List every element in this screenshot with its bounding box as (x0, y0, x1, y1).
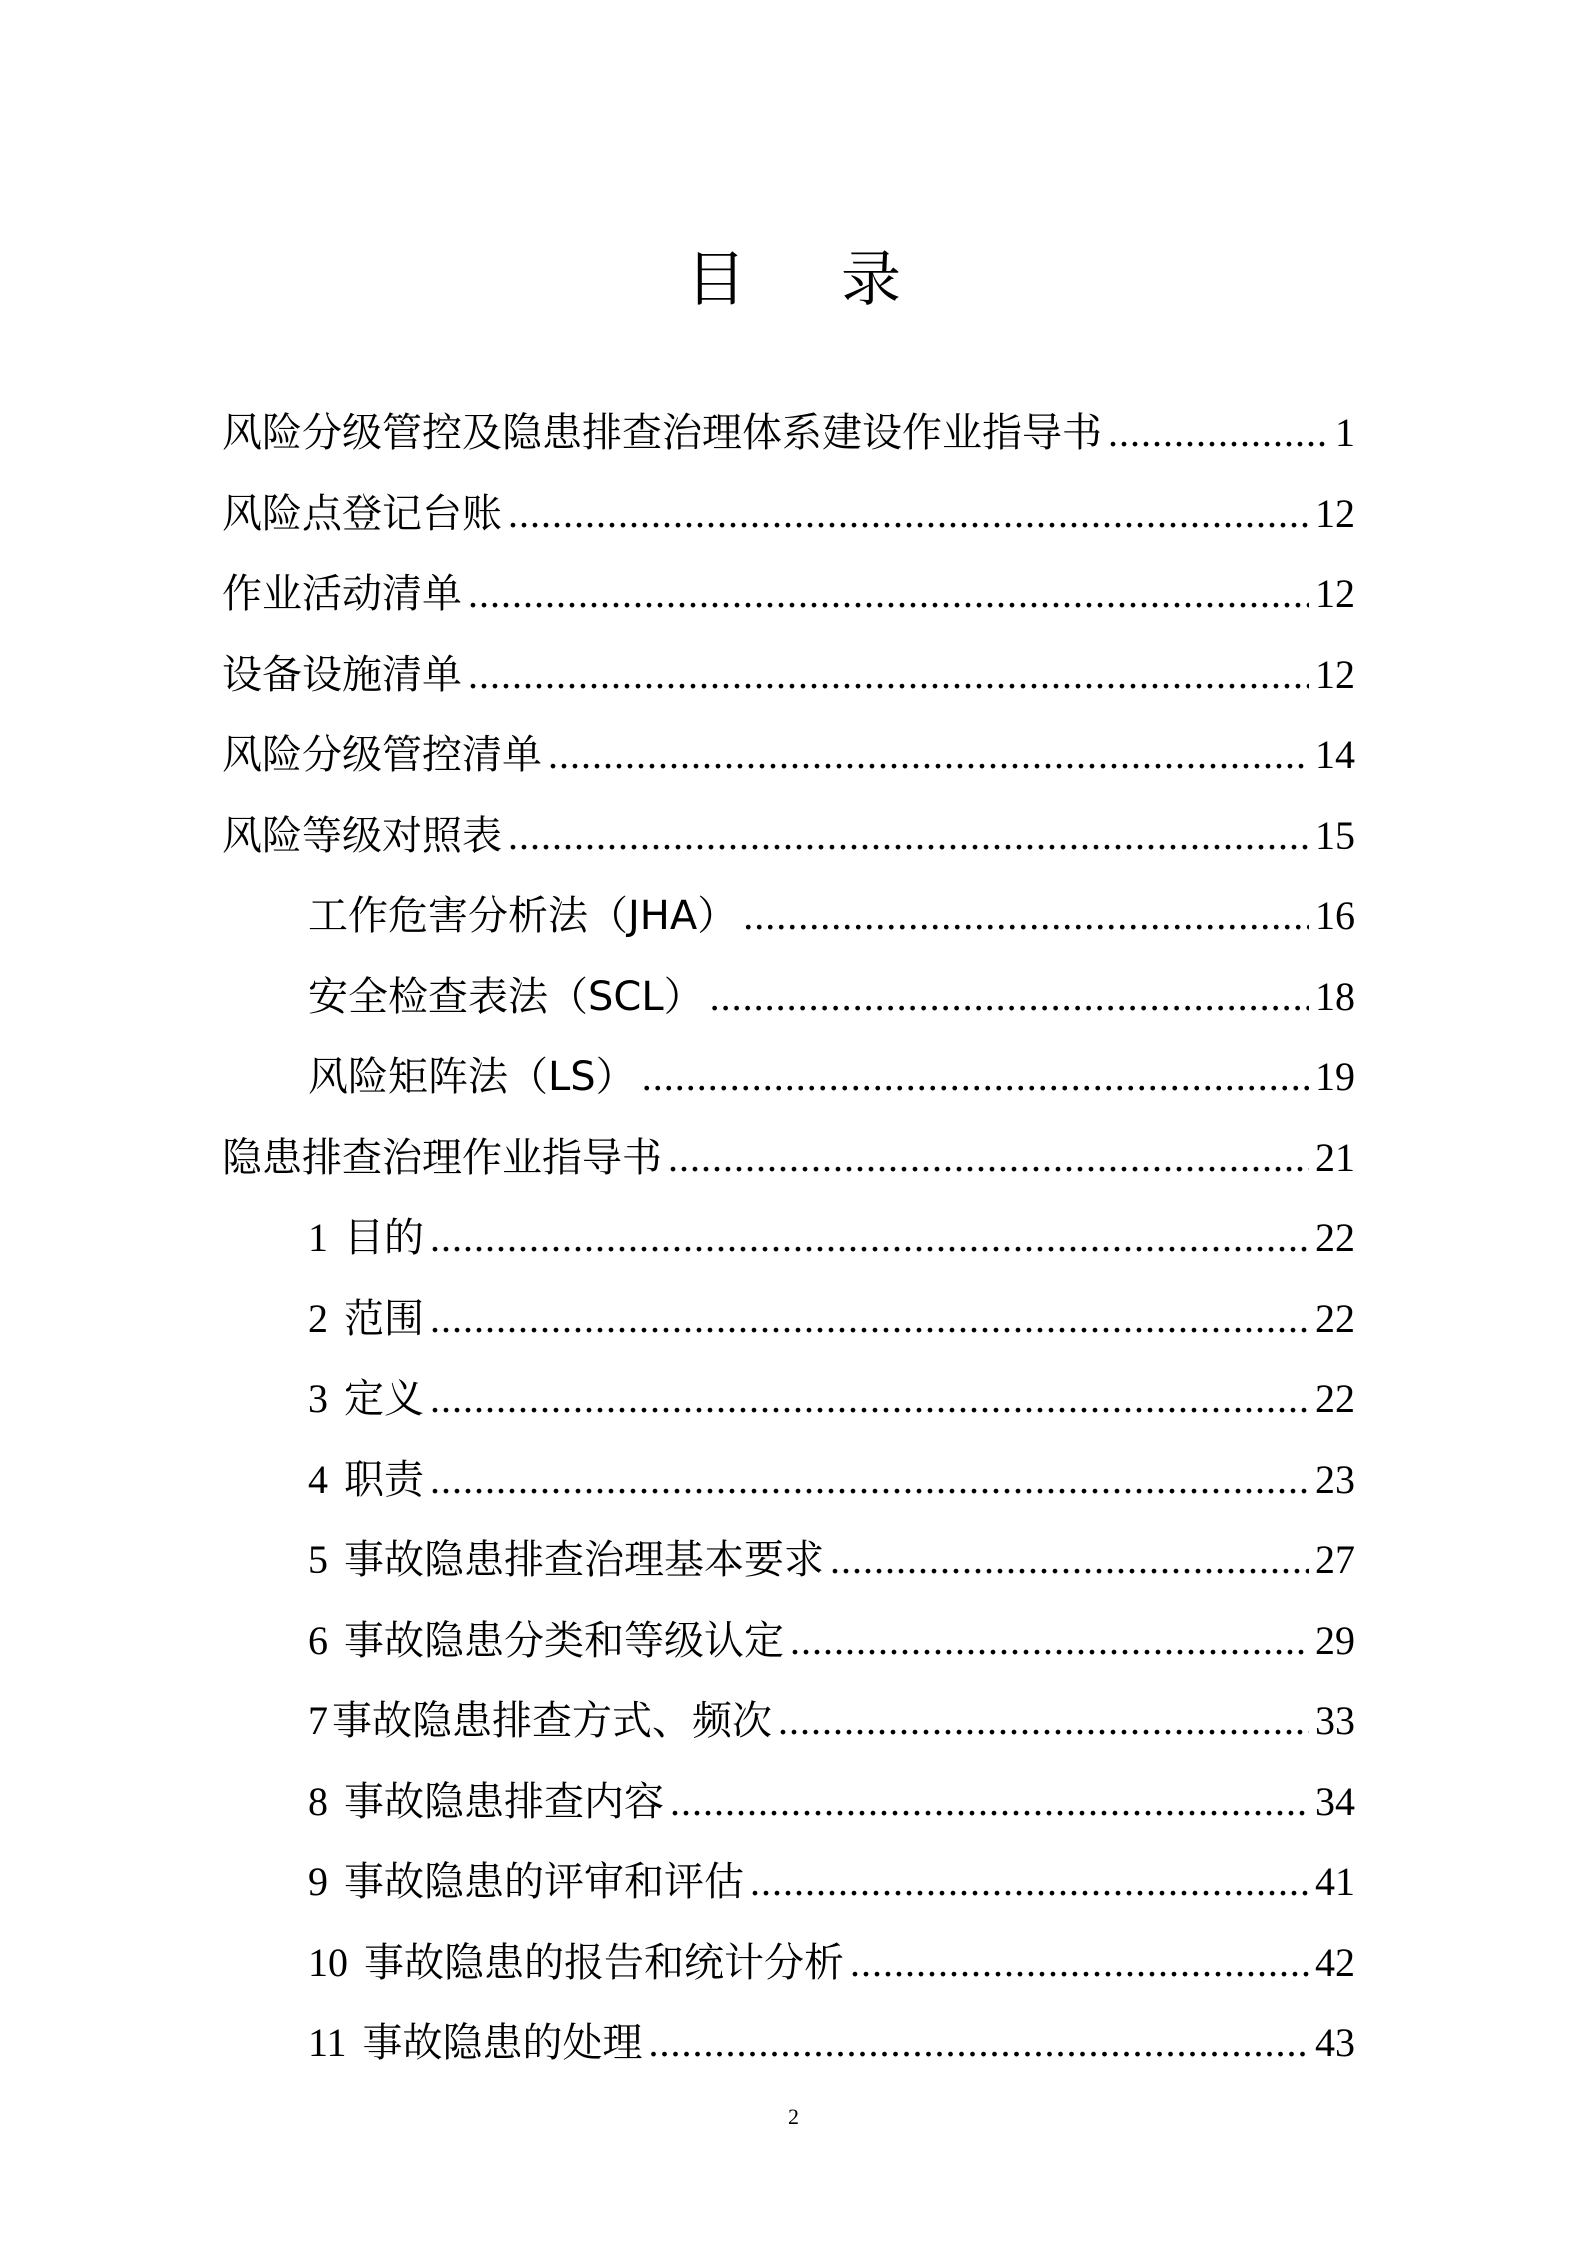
toc-entry-page: 14 (1315, 732, 1355, 777)
toc-entry-page: 15 (1315, 812, 1355, 858)
toc-entry-number: 2 (308, 1295, 328, 1341)
toc-subentry[interactable] (222, 883, 1355, 964)
toc-subentry[interactable] (222, 1930, 1355, 2011)
toc-entry-label: 风险等级对照表 (222, 812, 502, 859)
title-char-2: 录 (841, 245, 901, 315)
toc-leader-dots (750, 1849, 1309, 1915)
toc-entry-page: 12 (1315, 490, 1355, 536)
toc-entry-label: 事故隐患的评审和评估 (344, 1859, 744, 1905)
toc-entry-label: 事故隐患分类和等级认定 (344, 1617, 784, 1664)
toc-entry-label: 工作危害分析法（JHA） (308, 893, 738, 939)
toc-entry-page: 1 (1335, 410, 1355, 455)
toc-subentry[interactable] (222, 2010, 1355, 2091)
toc-entry[interactable] (222, 1125, 1355, 1206)
toc-subentry[interactable] (222, 1608, 1355, 1689)
toc-subentry[interactable] (222, 1205, 1355, 1286)
toc-leader-dots (430, 1366, 1309, 1432)
toc-entry[interactable] (222, 803, 1355, 884)
toc-entry[interactable] (222, 642, 1355, 723)
toc-entry-label: 目的 (344, 1215, 424, 1261)
toc-leader-dots (468, 642, 1309, 708)
toc-entry-page: 21 (1315, 1134, 1355, 1180)
toc-subentry[interactable] (222, 1044, 1355, 1125)
toc-entry-page: 16 (1315, 893, 1355, 938)
toc-entry-page: 33 (1315, 1698, 1355, 1743)
toc-entry-number: 10 (308, 1939, 348, 1985)
toc-entry-number: 1 (308, 1215, 328, 1260)
toc-entry-label: 范围 (344, 1295, 424, 1342)
toc-leader-dots (670, 1769, 1309, 1835)
toc-subentry[interactable] (222, 1769, 1355, 1850)
toc-entry-page: 22 (1315, 1295, 1355, 1341)
toc-entry-label: 风险矩阵法（LS） (308, 1054, 636, 1100)
toc-entry-label: 事故隐患排查治理基本要求 (344, 1537, 824, 1583)
toc-entry-label: 风险点登记台账 (222, 490, 502, 537)
toc-subentry[interactable] (222, 1286, 1355, 1367)
toc-leader-dots (1108, 400, 1329, 466)
page-number: 2 (788, 2104, 799, 2129)
toc-entry-page: 23 (1315, 1456, 1355, 1502)
toc-entry-number: 4 (308, 1456, 328, 1502)
toc-leader-dots (778, 1688, 1309, 1754)
toc-entry-number: 11 (308, 2020, 347, 2065)
toc-entry-label: 风险分级管控及隐患排查治理体系建设作业指导书 (222, 410, 1102, 456)
table-of-contents (222, 400, 1355, 2091)
page-title (0, 240, 1587, 320)
toc-entry-number: 7 (308, 1698, 328, 1743)
toc-entry-page: 34 (1315, 1778, 1355, 1824)
toc-leader-dots (508, 481, 1309, 547)
toc-entry-label: 风险分级管控清单 (222, 732, 542, 778)
toc-entry-number: 6 (308, 1617, 328, 1663)
toc-entry-label: 事故隐患的处理 (362, 2020, 643, 2066)
toc-leader-dots (508, 803, 1309, 869)
toc-subentry[interactable] (222, 1447, 1355, 1528)
toc-leader-dots (430, 1447, 1309, 1513)
toc-entry[interactable] (222, 561, 1355, 642)
toc-entry-page: 42 (1315, 1939, 1355, 1985)
toc-entry-label: 隐患排查治理作业指导书 (222, 1134, 662, 1181)
toc-leader-dots (668, 1125, 1309, 1191)
toc-leader-dots (790, 1608, 1309, 1674)
toc-entry-page: 22 (1315, 1376, 1355, 1421)
toc-leader-dots (850, 1930, 1309, 1996)
toc-subentry[interactable] (222, 1527, 1355, 1608)
toc-leader-dots (642, 1044, 1309, 1110)
toc-entry-number: 5 (308, 1537, 328, 1582)
toc-entry-page: 27 (1315, 1537, 1355, 1582)
toc-entry-page: 41 (1315, 1859, 1355, 1904)
toc-entry[interactable] (222, 722, 1355, 803)
toc-subentry[interactable] (222, 1849, 1355, 1930)
toc-entry-page: 22 (1315, 1215, 1355, 1260)
toc-entry-label: 设备设施清单 (222, 651, 462, 698)
toc-entry[interactable] (222, 481, 1355, 562)
toc-entry-page: 12 (1315, 651, 1355, 697)
toc-subentry[interactable] (222, 1688, 1355, 1769)
toc-subentry[interactable] (222, 1366, 1355, 1447)
toc-entry-page: 18 (1315, 973, 1355, 1019)
toc-entry-number: 8 (308, 1778, 328, 1824)
title-char-1: 目 (686, 245, 746, 315)
toc-leader-dots (649, 2010, 1309, 2076)
toc-entry-label: 事故隐患排查内容 (344, 1778, 664, 1825)
toc-entry-label: 事故隐患排查方式、频次 (332, 1698, 772, 1744)
toc-leader-dots (430, 1205, 1309, 1271)
toc-entry-page: 12 (1315, 571, 1355, 616)
toc-entry-label: 作业活动清单 (222, 571, 462, 617)
toc-entry-page: 29 (1315, 1617, 1355, 1663)
toc-leader-dots (468, 561, 1309, 627)
toc-leader-dots (548, 722, 1309, 788)
toc-entry-label: 安全检查表法（SCL） (308, 973, 704, 1020)
toc-subentry[interactable] (222, 964, 1355, 1045)
toc-leader-dots (743, 883, 1309, 949)
toc-entry-label: 定义 (344, 1376, 424, 1422)
toc-entry-label: 职责 (344, 1456, 424, 1503)
toc-leader-dots (710, 964, 1309, 1030)
toc-leader-dots (430, 1286, 1309, 1352)
toc-entry-number: 3 (308, 1376, 328, 1421)
toc-leader-dots (830, 1527, 1309, 1593)
toc-entry-page: 43 (1315, 2020, 1355, 2065)
toc-entry[interactable] (222, 400, 1355, 481)
toc-entry-page: 19 (1315, 1054, 1355, 1099)
toc-entry-number: 9 (308, 1859, 328, 1904)
toc-entry-label: 事故隐患的报告和统计分析 (364, 1939, 844, 1986)
